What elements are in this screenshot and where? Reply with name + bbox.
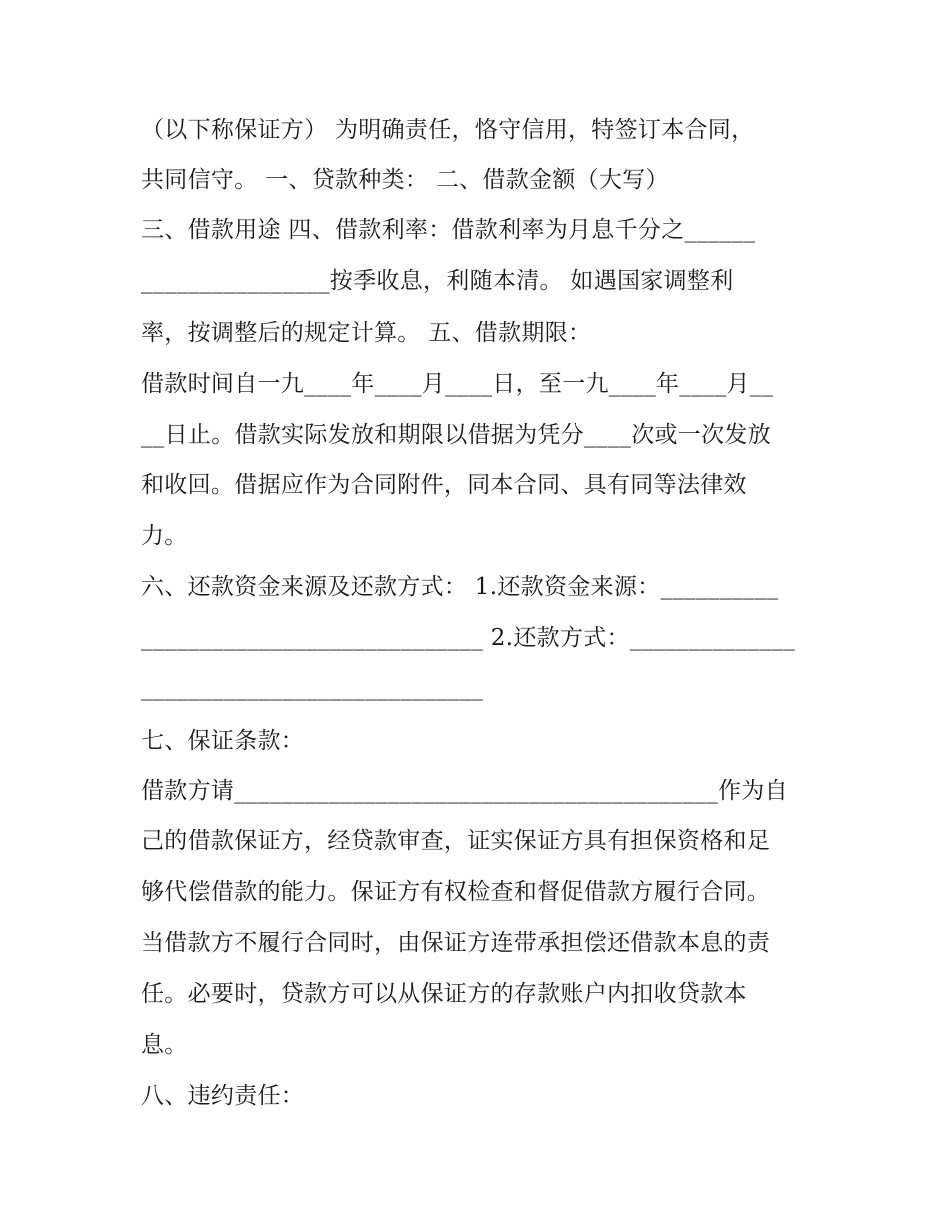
text-line-purpose-rate: 三、借款用途 四、借款利率：借款利率为月息千分之______ (141, 217, 756, 243)
text-line-guarantor-intro: （以下称保证方） 为明确责任，恪守信用，特签订本合同， (141, 117, 755, 143)
text-line-repayment-method: _____________________________ 2.还款方式：______________ (141, 625, 796, 651)
text-line-joint-liability: 当借款方不履行合同时，由保证方连带承担偿还借款本息的责 (141, 930, 771, 956)
text-line-blank: _____________________________ (141, 675, 484, 701)
section-heading-breach: 八、违约责任： (141, 1083, 305, 1109)
text-line-guarantor-request: 借款方请_________________________________________作为自 (141, 778, 788, 804)
text-line-receipt: 和收回。借据应作为合同附件，同本合同、具有同等法律效 (141, 472, 747, 498)
text-line-guarantor-ability: 够代偿借款的能力。保证方有权检查和督促借款方履行合同。 (141, 879, 771, 905)
text-line-deduction: 任。必要时，贷款方可以从保证方的存款账户内扣收贷款本 (141, 981, 747, 1007)
text-line-term-heading: 率，按调整后的规定计算。 五、借款期限： (141, 320, 592, 346)
text-line-disbursement: __日止。借款实际发放和期限以借据为凭分____次或一次发放 (141, 422, 771, 448)
section-heading-guarantee: 七、保证条款： (141, 728, 305, 754)
text-line-loan-type-amount: 共同信守。 一、贷款种类： 二、借款金额（大写） (141, 167, 669, 193)
text-line-interest-end: 息。 (141, 1032, 188, 1058)
text-line-loan-dates: 借款时间自一九____年____月____日，至一九____年____月__ (141, 371, 774, 397)
text-line-effect: 力。 (141, 523, 188, 549)
text-line-interest: ________________按季收息，利随本清。 如遇国家调整利 (141, 268, 734, 294)
text-line-repayment-source: 六、还款资金来源及还款方式： 1.还款资金来源：__________ (141, 574, 779, 600)
text-line-guarantor-review: 己的借款保证方，经贷款审查，证实保证方具有担保资格和足 (141, 828, 771, 854)
